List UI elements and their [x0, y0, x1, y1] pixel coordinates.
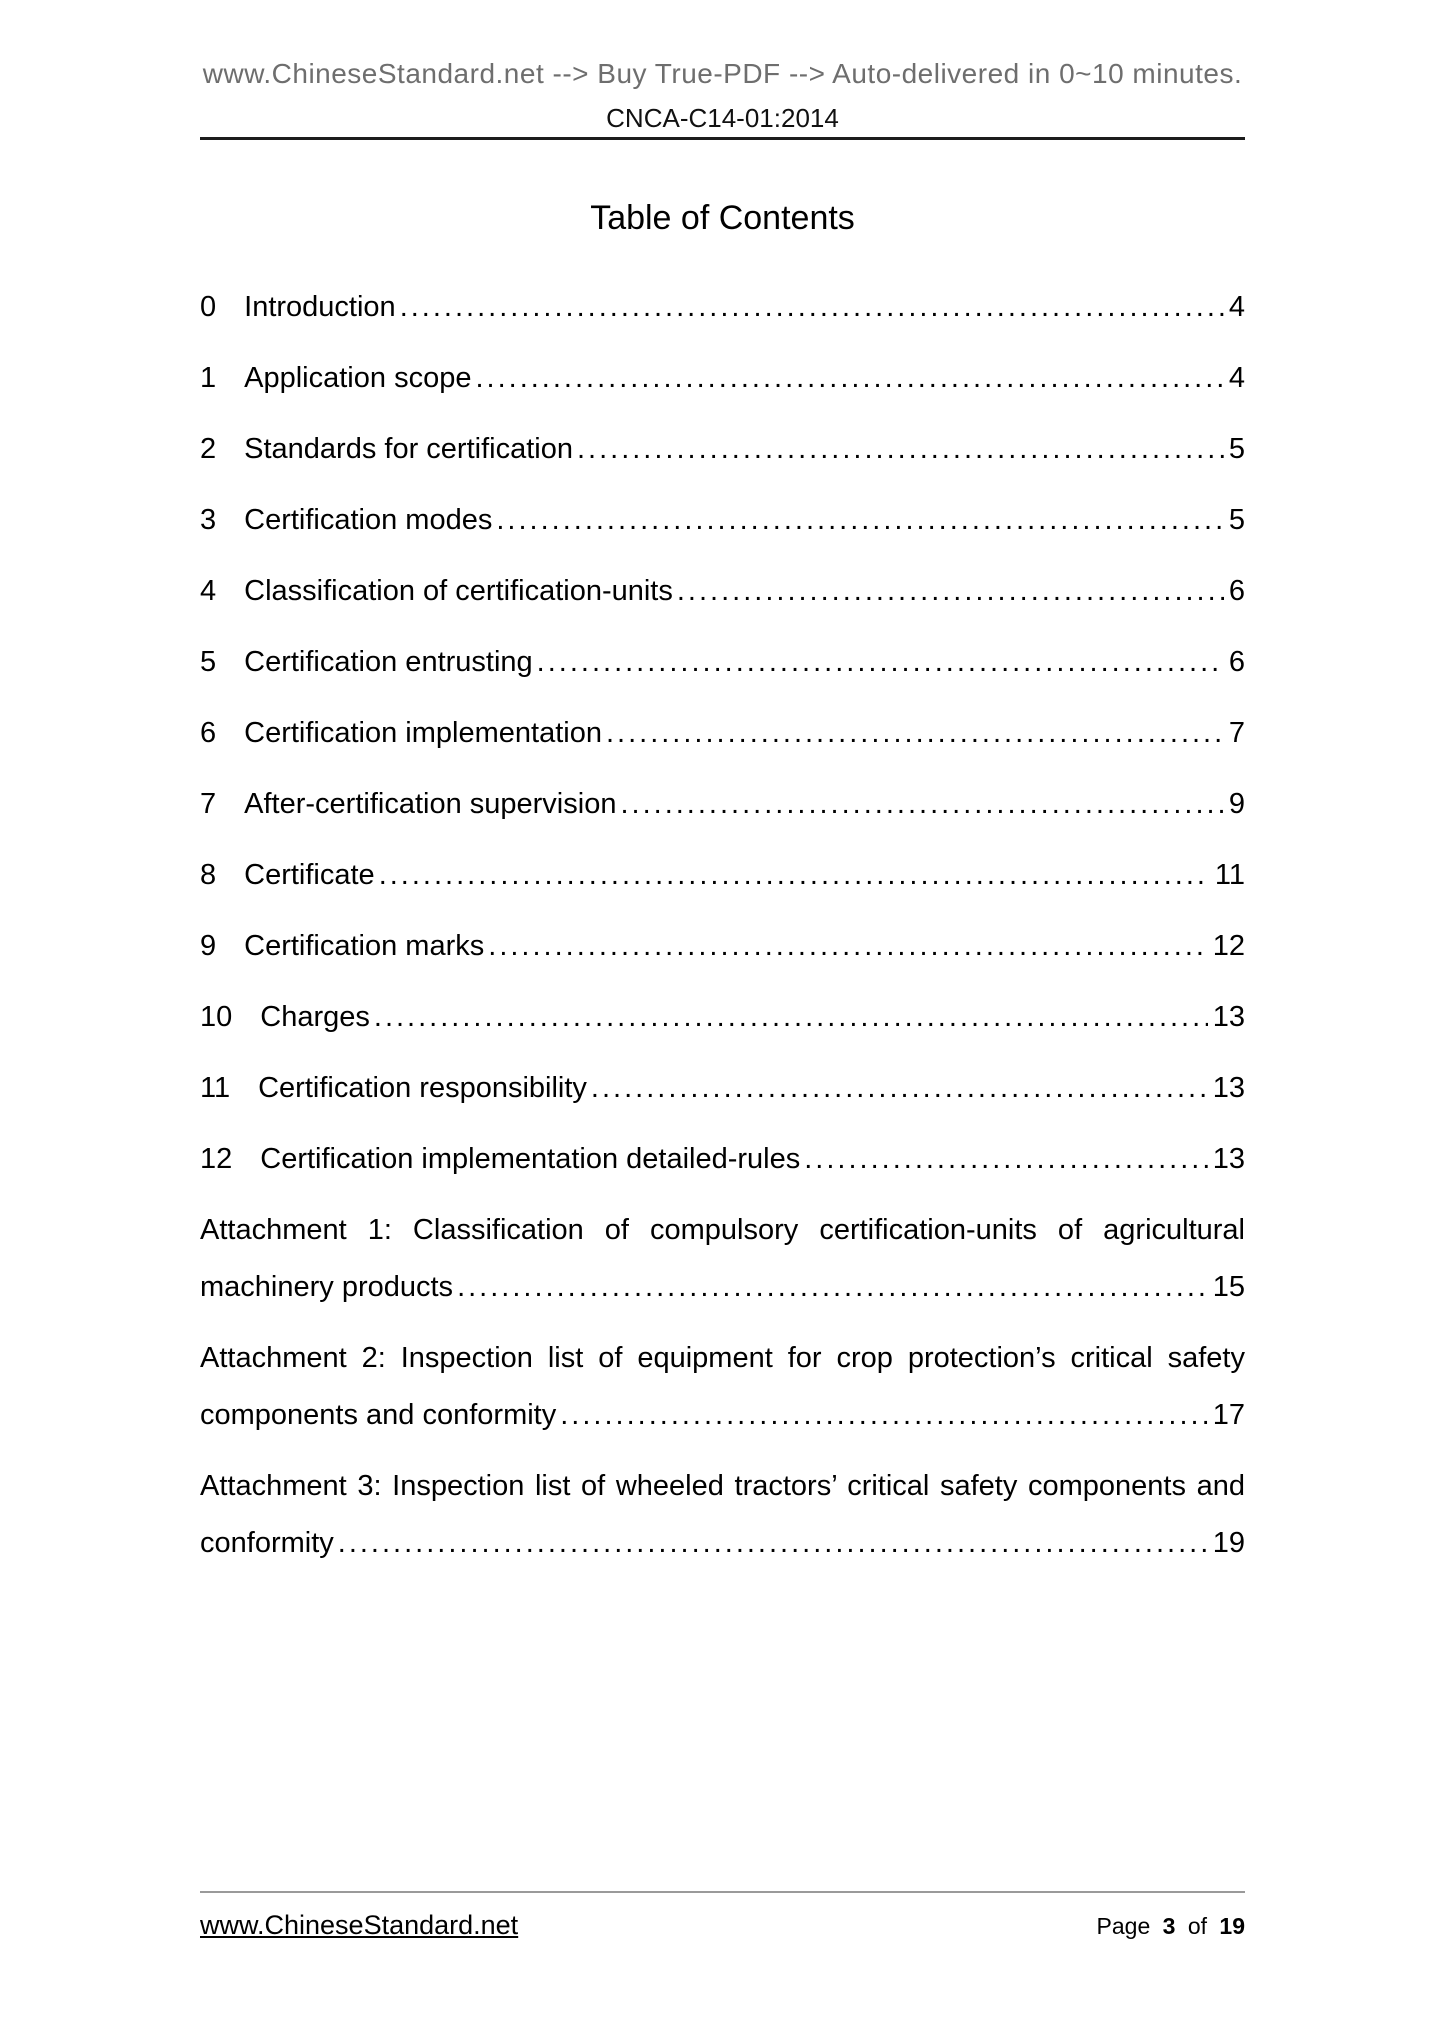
toc-entry-number: 7: [200, 788, 217, 820]
toc-entry-number: 10: [200, 1001, 233, 1033]
toc-entry-page: 13: [1212, 1143, 1245, 1175]
toc-entry-label: Certification modes: [244, 504, 493, 536]
page-footer: [200, 1891, 1245, 1941]
toc-entry-label: Classification of certification-units: [244, 575, 673, 607]
toc-entry-number: 2: [200, 433, 217, 465]
toc-entry-page: 13: [1212, 1072, 1245, 1104]
toc-entry-number: 0: [200, 291, 217, 323]
toc-attachment-entry: [200, 1458, 1245, 1572]
toc-entry-label: After-certification supervision: [244, 788, 617, 820]
leader-dots: [606, 705, 1224, 762]
leader-dots: [457, 1259, 1208, 1316]
toc-entry: [200, 350, 1245, 407]
leader-dots: [400, 279, 1224, 336]
toc-entry-page: 17: [1212, 1399, 1245, 1431]
toc-entry-page: 13: [1212, 1001, 1245, 1033]
leader-dots: [338, 1515, 1208, 1572]
toc-entry: [200, 989, 1245, 1046]
toc-entry-label: Certification implementation: [244, 717, 602, 749]
toc-entry: [200, 1131, 1245, 1188]
header-promo-text: www.ChineseStandard.net --> Buy True-PDF --> Auto-delivered in 0~10 minutes.: [202, 58, 1243, 89]
footer-of-word: of: [1187, 1913, 1208, 1939]
leader-dots: [537, 634, 1224, 691]
toc-entry-label: Application scope: [244, 362, 472, 394]
standard-code: CNCA-C14-01:2014: [606, 103, 839, 133]
leader-dots: [488, 918, 1207, 975]
leader-dots: [560, 1387, 1207, 1444]
toc-title: Table of Contents: [590, 199, 855, 237]
attachment-line2: [200, 1387, 1245, 1444]
toc-entry-number: 5: [200, 646, 217, 678]
toc-entry-page: 6: [1228, 575, 1245, 607]
toc-attachment-entry: [200, 1330, 1245, 1444]
toc-entry-label: Standards for certification: [244, 433, 573, 465]
toc-entry-label: Certificate: [244, 859, 375, 891]
toc-entry-page: 12: [1212, 930, 1245, 962]
toc-entry-label: Certification implementation detailed-rules: [260, 1143, 801, 1175]
footer-page-word: Page: [1096, 1913, 1151, 1939]
toc-entry-page: 7: [1228, 717, 1245, 749]
toc-entry-label: Certification entrusting: [244, 646, 533, 678]
toc-entry-page: 19: [1212, 1527, 1245, 1559]
toc-entry-page: 6: [1228, 646, 1245, 678]
toc-entry-number: 1: [200, 362, 217, 394]
toc-entry: [200, 634, 1245, 691]
toc-entry-number: 4: [200, 575, 217, 607]
toc-entry: [200, 918, 1245, 975]
toc-entry-page: 4: [1228, 291, 1245, 323]
footer-page-indicator: [1097, 1913, 1245, 1940]
footer-current-page: 3: [1162, 1913, 1176, 1939]
toc-entry: [200, 705, 1245, 762]
toc-entry-page: 11: [1214, 859, 1245, 891]
toc-entry-page: 15: [1212, 1271, 1245, 1303]
toc-entry-label: Certification marks: [244, 930, 485, 962]
attachment-line2-text: conformity: [200, 1527, 334, 1559]
leader-dots: [374, 989, 1208, 1046]
toc-entry: [200, 421, 1245, 478]
toc-entry-label: Certification responsibility: [258, 1072, 587, 1104]
toc-entry-label: Charges: [260, 1001, 370, 1033]
leader-dots: [379, 847, 1210, 904]
leader-dots: [591, 1060, 1208, 1117]
toc-entry-number: 8: [200, 859, 217, 891]
attachment-line1: Attachment 1: Classification of compulsory certification-units of agricultural: [200, 1214, 1245, 1246]
toc-entry-page: 5: [1228, 433, 1245, 465]
header-rule: [200, 137, 1245, 140]
attachment-line1: Attachment 2: Inspection list of equipment for crop protection’s critical safety: [200, 1342, 1245, 1374]
toc-entry: [200, 279, 1245, 336]
toc-entry: [200, 847, 1245, 904]
toc-entry-number: 6: [200, 717, 217, 749]
footer-total-pages: 19: [1219, 1913, 1245, 1939]
leader-dots: [475, 350, 1223, 407]
attachment-line2: [200, 1515, 1245, 1572]
leader-dots: [620, 776, 1223, 833]
attachment-line1: Attachment 3: Inspection list of wheeled tractors’ critical safety components and: [200, 1470, 1245, 1502]
footer-site-link[interactable]: www.ChineseStandard.net: [200, 1910, 519, 1940]
toc-entry: [200, 492, 1245, 549]
toc-entry: [200, 563, 1245, 620]
toc-entry-number: 12: [200, 1143, 233, 1175]
leader-dots: [677, 563, 1224, 620]
attachment-line2-text: machinery products: [200, 1271, 454, 1303]
toc-entry-number: 9: [200, 930, 217, 962]
toc-entry: [200, 776, 1245, 833]
attachment-line2: [200, 1259, 1245, 1316]
toc-entry-number: 11: [200, 1072, 231, 1104]
attachment-line2-text: components and conformity: [200, 1399, 557, 1431]
toc-entry-label: Introduction: [244, 291, 396, 323]
toc-entry-page: 5: [1228, 504, 1245, 536]
toc-entry: [200, 1060, 1245, 1117]
toc-entry-page: 9: [1228, 788, 1245, 820]
table-of-contents: [200, 279, 1245, 1572]
toc-entry-page: 4: [1228, 362, 1245, 394]
leader-dots: [496, 492, 1224, 549]
leader-dots: [804, 1131, 1207, 1188]
page-header: [0, 0, 1445, 140]
leader-dots: [577, 421, 1224, 478]
toc-attachment-entry: [200, 1202, 1245, 1316]
toc-entry-number: 3: [200, 504, 217, 536]
